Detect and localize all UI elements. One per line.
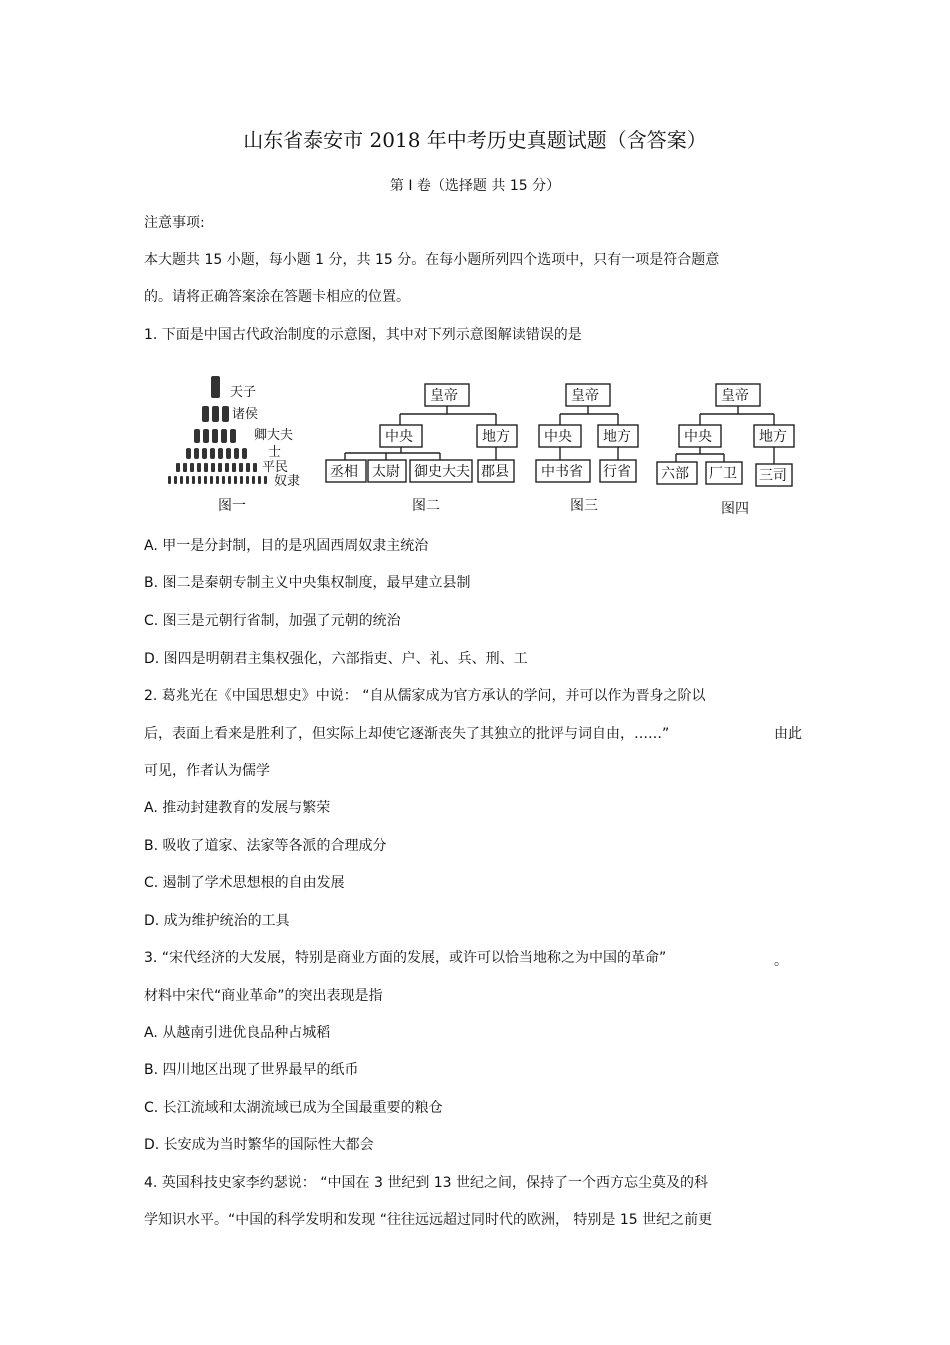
question-3-line: 材料中宋代“商业革命”的突出表现是指	[144, 988, 383, 1004]
node-taiwei: 太尉	[372, 464, 400, 480]
page-title: 山东省泰安市 2018 年中考历史真题试题（含答案）	[243, 128, 707, 152]
question-2-line: 后，表面上看来是胜利了，但实际上却使它逐渐丧失了其独立的批评与词自由，……”	[144, 726, 670, 742]
node-central: 中央	[544, 429, 572, 445]
pyramid-label: 卿大夫	[254, 428, 294, 443]
figure-caption: 图三	[570, 498, 598, 514]
q3-option-a: A. 从越南引进优良品种占城稻	[144, 1025, 331, 1041]
figure-4-ming	[657, 384, 794, 517]
pyramid-label: 奴隶	[274, 474, 301, 489]
figure-caption: 图四	[721, 501, 749, 517]
node-three-offices: 三司	[759, 468, 787, 484]
q3-option-b: B. 四川地区出现了世界最早的纸币	[144, 1062, 359, 1078]
q1-option-b: B. 图二是秦朝专制主义中央集权制度，最早建立县制	[144, 575, 471, 591]
node-emperor: 皇帝	[721, 388, 749, 404]
question-3-line: 3. “宋代经济的大发展，特别是商业方面的发展，或许可以恰当地称之为中国的革命”	[144, 950, 667, 966]
node-emperor: 皇帝	[571, 388, 599, 404]
figure-caption: 图二	[412, 498, 440, 514]
q1-option-d: D. 图四是明朝君主集权强化，六部指吏、户、礼、兵、刑、工	[144, 651, 528, 667]
political-system-diagrams	[160, 368, 800, 518]
pyramid-label: 天子	[230, 385, 257, 400]
node-province: 行省	[603, 464, 631, 480]
instruction-line: 的。请将正确答案涂在答题卡相应的位置。	[144, 289, 410, 305]
question-4-line: 学知识水平。“中国的科学发明和发现 “往往远远超过同时代的欧洲， 特别是 15 世纪之前更	[144, 1212, 713, 1228]
question-2-line: 2. 葛兆光在《中国思想史》中说： “自从儒家成为官方承认的学问，并可以作为晋身之阶以	[144, 688, 706, 704]
node-local: 地方	[759, 429, 787, 445]
node-changwei: 厂卫	[709, 466, 737, 482]
node-six-ministries: 六部	[661, 466, 689, 482]
q1-option-c: C. 图三是元朝行省制，加强了元朝的统治	[144, 613, 401, 629]
notice-heading: 注意事项:	[144, 215, 205, 231]
q2-option-b: B. 吸收了道家、法家等各派的合理成分	[144, 838, 387, 854]
figure-2-qin	[326, 384, 517, 514]
q2-option-c: C. 遏制了学术思想根的自由发展	[144, 875, 345, 891]
figure-3-yuan	[536, 384, 638, 514]
pyramid-label: 诸侯	[232, 407, 259, 422]
figure-1-pyramid	[168, 376, 300, 514]
section-subtitle: 第 I 卷（选择题 共 15 分）	[389, 178, 561, 194]
question-1-stem: 1. 下面是中国古代政治制度的示意图，其中对下列示意图解读错误的是	[144, 327, 582, 343]
question-4-line: 4. 英国科技史家李约瑟说： “中国在 3 世纪到 13 世纪之间，保持了一个西方忘尘莫及的科	[144, 1175, 709, 1191]
node-commanderies: 郡县	[481, 464, 509, 480]
q3-option-c: C. 长江流域和太湖流域已成为全国最重要的粮仓	[144, 1100, 443, 1116]
instruction-line: 本大题共 15 小题，每小题 1 分，共 15 分。在每小题所列四个选项中，只有一项是符合题意	[144, 252, 720, 268]
node-central: 中央	[385, 429, 413, 445]
node-emperor: 皇帝	[430, 388, 458, 404]
question-2-line: 可见，作者认为儒学	[144, 763, 270, 779]
node-central: 中央	[684, 429, 712, 445]
figure-caption: 图一	[218, 498, 246, 514]
node-local: 地方	[482, 429, 510, 445]
node-chancellor: 丞相	[330, 464, 358, 480]
node-zhongshu: 中书省	[541, 464, 583, 480]
q1-option-a: A. 甲一是分封制，目的是巩固西周奴隶主统治	[144, 538, 429, 554]
node-censor: 御史大夫	[414, 464, 470, 480]
q2-option-a: A. 推动封建教育的发展与繁荣	[144, 800, 331, 816]
q2-option-d: D. 成为维护统治的工具	[144, 913, 290, 929]
node-local: 地方	[603, 429, 631, 445]
pyramid-label: 士	[268, 445, 282, 460]
question-3-line-end: 。	[774, 953, 788, 969]
q3-option-d: D. 长安成为当时繁华的国际性大都会	[144, 1137, 374, 1153]
pyramid-label: 平民	[262, 460, 289, 475]
question-2-line-end: 由此	[774, 726, 802, 742]
